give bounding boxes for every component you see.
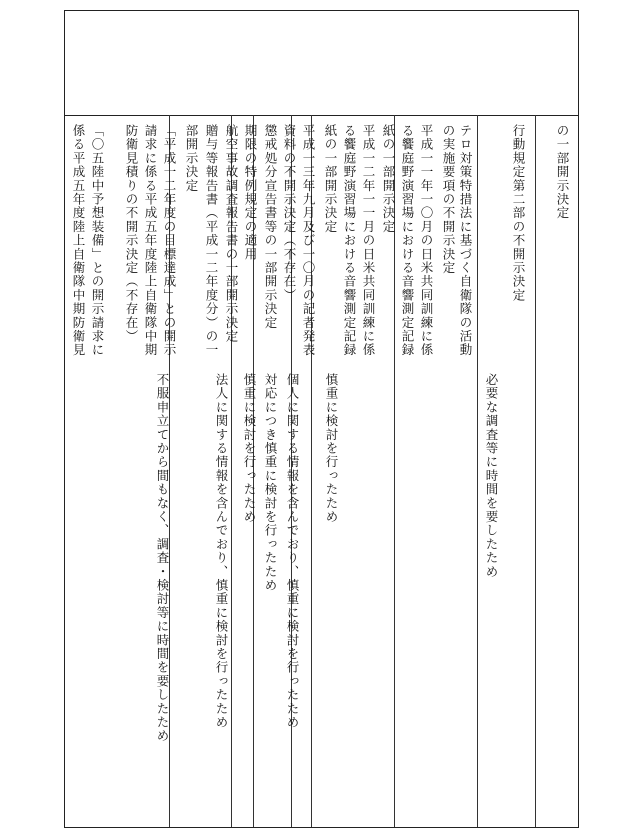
document-table <box>64 10 579 828</box>
subject-line: 「〇五陸中予想装備」との開示請求に <box>90 124 105 357</box>
subject-line: 期限の特例規定の適用 <box>243 124 258 261</box>
reason-text: 必要な調査等に時間を要したため <box>484 373 499 579</box>
subject-line: の実施要項の不開示決定 <box>441 124 456 275</box>
subject-line: 平成一一年一〇月の日米共同訓練に係 <box>419 124 434 357</box>
subject-line: 防衛見積りの不開示決定（不存在） <box>124 124 139 344</box>
column-divider <box>477 115 478 827</box>
reason-text: 個人に関する情報を含んでおり、慎重に検討を行ったため <box>285 373 300 730</box>
subject-line: 懲戒処分宣告書等の一部開示決定 <box>263 124 278 330</box>
reason-text: 法人に関する情報を含んでおり、慎重に検討を行ったため <box>214 373 229 730</box>
blank-header-area <box>65 11 578 115</box>
subject-line: 請求に係る平成五年度陸上自衛隊中期 <box>143 124 158 357</box>
subject-line: 係る平成五年度陸上自衛隊中期防衛見 <box>71 124 86 357</box>
subject-line: 紙の一部開示決定 <box>323 124 338 234</box>
subject-line: 贈与等報告書（平成一二年度分）の一 <box>204 124 219 357</box>
subject-line: 平成一二年一一月の日米共同訓練に係 <box>361 124 376 357</box>
subject-line: る饗庭野演習場における音響測定記録 <box>342 124 357 357</box>
subject-line: の一部開示決定 <box>555 124 570 220</box>
subject-line: 行動規定第二部の不開示決定 <box>511 124 526 303</box>
reason-text: 慎重に検討を行ったため <box>242 373 257 524</box>
reason-text: 不服申立てから間もなく、調査・検討等に時間を要したため <box>155 373 170 743</box>
column-divider <box>535 115 536 827</box>
subject-line: 平成一三年九月及び一〇月の記者発表 <box>301 124 316 357</box>
subject-line: 紙の一部開示決定 <box>381 124 396 234</box>
subject-line: 部開示決定 <box>184 124 199 193</box>
reason-text: 対応につき慎重に検討を行ったため <box>263 373 278 593</box>
header-divider <box>65 115 578 116</box>
subject-line: テロ対策特措法に基づく自衛隊の活動 <box>458 124 473 357</box>
subject-line: 航空事故調査報告書の一部開示決定 <box>224 124 239 344</box>
subject-line: る饗庭野演習場における音響測定記録 <box>400 124 415 357</box>
reason-text: 慎重に検討を行ったため <box>324 373 339 524</box>
subject-line: 「平成一二年度の目標達成」との開示 <box>162 124 177 357</box>
subject-line: 資料の不開示決定（不存在） <box>282 124 297 303</box>
